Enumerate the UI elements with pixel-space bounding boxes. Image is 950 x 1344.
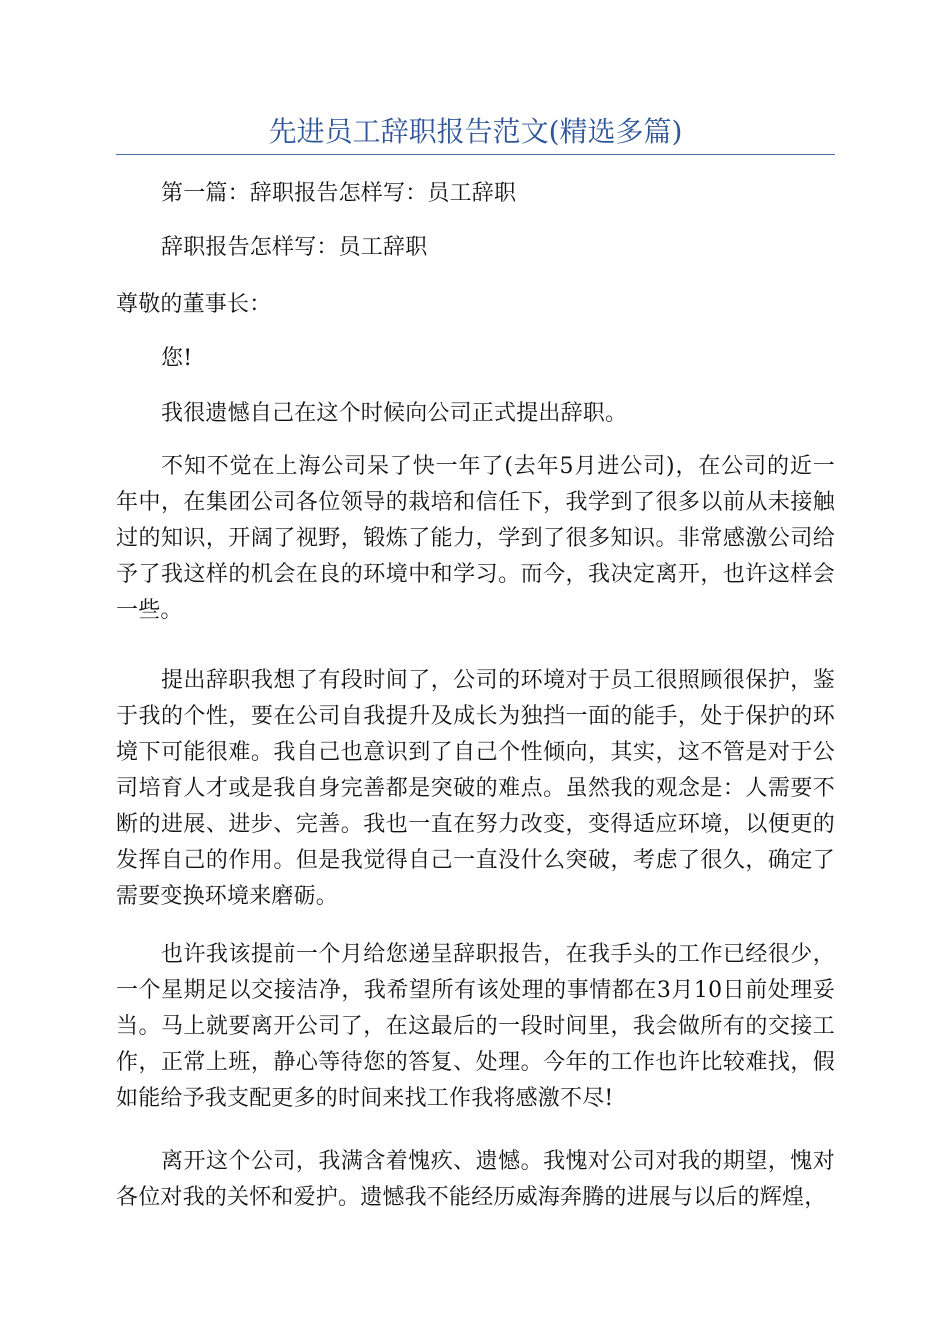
paragraph-body-4: 也许我该提前一个月给您递呈辞职报告，在我手头的工作已经很少，一个星期足以交接洁净，我希望所有该处理的事情都在3月10日前处理妥当。马上就要离开公司了，在这最后的一段时间里，我会做所有的交接工作，正常上班，静心等待您的答复、处理。今年的工作也许比较难找，假如能给予我支配更多的时间来找工作我将感激不尽! bbox=[116, 942, 835, 1111]
paragraph-subheading: 辞职报告怎样写：员工辞职 bbox=[161, 235, 428, 260]
paragraph-greeting: 您! bbox=[161, 346, 193, 371]
paragraph-body-5: 离开这个公司，我满含着愧疚、遗憾。我愧对公司对我的期望，愧对各位对我的关怀和爱护。遗憾我不能经历威海奔腾的进展与以后的辉煌， bbox=[116, 1149, 835, 1210]
document-title: 先进员工辞职报告范文(精选多篇) bbox=[268, 115, 683, 148]
paragraph-body-2: 不知不觉在上海公司呆了快一年了(去年5月进公司)，在公司的近一年中，在集团公司各位领导的栽培和信任下，我学到了很多以前从未接触过的知识，开阔了视野，锻炼了能力，学到了很多知识。非常感激公司给予了我这样的机会在良的环境中和学习。而今，我决定离开，也许这样会一些。 bbox=[116, 454, 835, 623]
paragraph-body-3: 提出辞职我想了有段时间了，公司的环境对于员工很照顾很保护，鉴于我的个性，要在公司自我提升及成长为独挡一面的能手，处于保护的环境下可能很难。我自己也意识到了自己个性倾向，其实，这不管是对于公司培育人才或是我自身完善都是突破的难点。虽然我的观念是：人需要不断的进展、进步、完善。我也一直在努力改变，变得适应环境，以便更的发挥自己的作用。但是我觉得自己一直没什么突破，考虑了很久，确定了需要变换环境来磨砺。 bbox=[116, 668, 835, 909]
paragraph-section-heading: 第一篇：辞职报告怎样写：员工辞职 bbox=[161, 181, 517, 206]
title-underline bbox=[116, 154, 835, 155]
paragraph-body-1: 我很遗憾自己在这个时候向公司正式提出辞职。 bbox=[161, 401, 628, 426]
paragraph-salutation: 尊敬的董事长： bbox=[116, 292, 272, 317]
